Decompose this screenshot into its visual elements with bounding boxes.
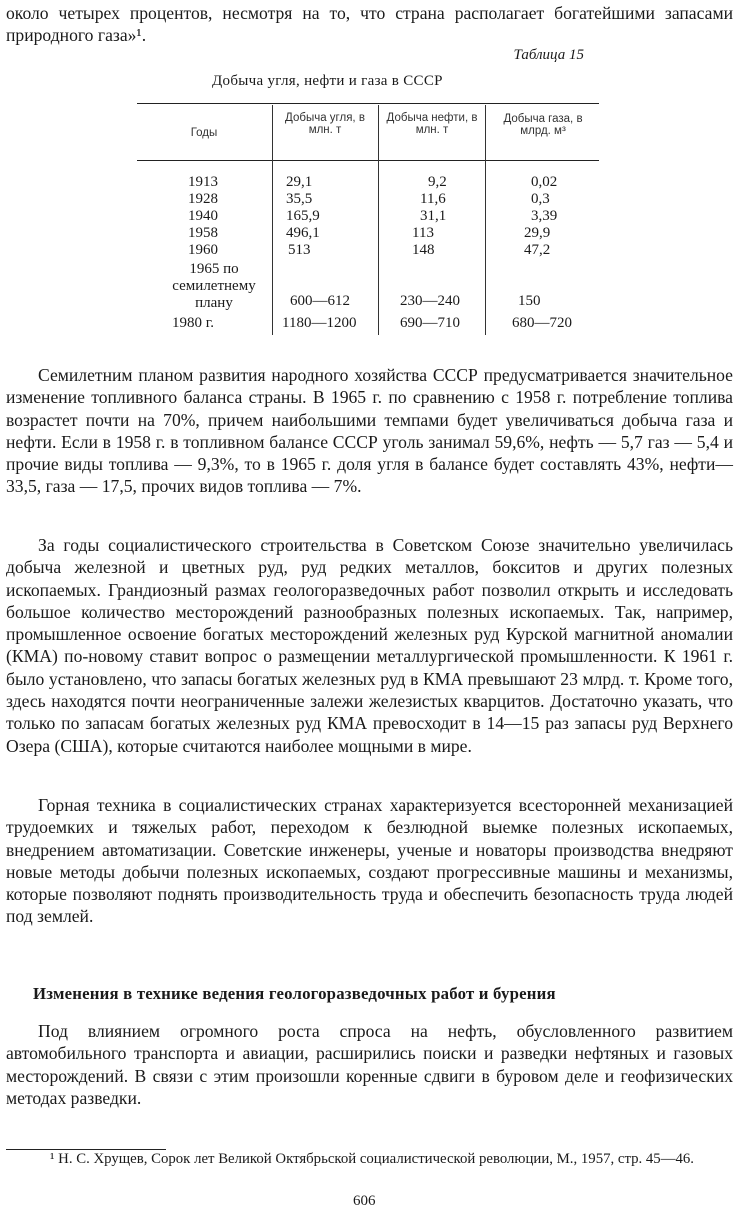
section-heading: Изменения в технике ведения геологоразведочных работ и бурения — [33, 984, 556, 1003]
table-header-coal: Добыча угля, в млн. т — [285, 112, 365, 136]
table-cell-coal: 513 — [288, 242, 311, 258]
table-cell-oil: 31,1 — [420, 208, 447, 224]
table-title: Добыча угля, нефти и газа в СССР — [212, 73, 443, 89]
table-top-rule — [137, 103, 599, 104]
table-cell-oil: 690—710 — [400, 315, 460, 331]
table-cell-gas: 29,9 — [524, 225, 551, 241]
table-cell-coal: 29,1 — [286, 174, 313, 190]
table-header-rule — [137, 160, 599, 161]
table-cell-oil: 230—240 — [400, 293, 460, 309]
table-cell-year: 1928 — [188, 191, 218, 207]
table-cell-coal: 496,1 — [286, 225, 320, 241]
table-header-years: Годы — [190, 127, 218, 139]
table-divider — [378, 105, 379, 335]
table-cell-year: 1940 — [188, 208, 218, 224]
table-cell-oil: 148 — [412, 242, 435, 258]
table-cell-oil: 9,2 — [428, 174, 447, 190]
table-cell-gas: 0,02 — [531, 174, 558, 190]
table-header-oil: Добыча нефти, в млн. т — [386, 112, 478, 136]
table-cell-coal: 35,5 — [286, 191, 313, 207]
body-paragraph: Семилетним планом развития народного хозяйства СССР предусматривается значительное изменение топливного баланса страны. В 1965 г. по сравнению с 1958 г. потребление топлива возрастет почти на 70%, причем наибольшими темпами будет увеличиваться добыча газа и нефти. Если в 1958 г. в топливном балансе СССР уголь занимал 59,6%, нефть — 5,7 газ — 5,4 и прочие виды топлива — 9,3%, то в 1965 г. доля угля в балансе будет составлять 43%, нефти—33,5, газа — 17,5, прочих видов топлива — 7%. — [6, 365, 733, 497]
table-cell-year: 1965 по семилетнему плану — [172, 261, 256, 311]
table-divider — [272, 105, 273, 335]
table-cell-year: 1960 — [188, 242, 218, 258]
table-cell-gas: 0,3 — [531, 191, 550, 207]
table-label: Таблица 15 — [513, 47, 584, 63]
table-cell-coal: 1180—1200 — [282, 315, 357, 331]
table-cell-gas: 680—720 — [512, 315, 572, 331]
table-cell-coal: 600—612 — [290, 293, 350, 309]
table-cell-oil: 11,6 — [420, 191, 446, 207]
table-cell-gas: 3,39 — [531, 208, 558, 224]
table-cell-coal: 165,9 — [286, 208, 320, 224]
table-cell-oil: 113 — [412, 225, 434, 241]
table-cell-gas: 150 — [518, 293, 541, 309]
table-header-gas: Добыча газа, в млрд. м³ — [503, 113, 583, 137]
table-cell-gas: 47,2 — [524, 242, 551, 258]
page-number: 606 — [353, 1193, 376, 1209]
top-paragraph: около четырех процентов, несмотря на то, что страна располагает богатейшими запасами природного газа»¹. — [6, 3, 733, 46]
table-cell-year: 1980 г. — [172, 315, 214, 331]
body-paragraph: За годы социалистического строительства в Советском Союзе значительно увеличилась добыча железной и цветных руд, руд редких металлов, бокситов и других полезных ископаемых. Грандиозный размах геологоразведочных работ позволил открыть и исследовать большое количество месторождений разнообразных полезных ископаемых. Так, например, промышленное освоение богатых месторождений железных руд Курской магнитной аномалии (КМА) по-новому ставит вопрос о размещении металлургической промышленности. К 1961 г. было установлено, что запасы богатых железных руд в КМА превышают 23 млрд. т. Кроме того, здесь находятся почти неограниченные залежи железистых кварцитов. Достаточно указать, что только по запасам богатых железных руд КМА превосходит в 14—15 раз запасы руд Верхнего Озера (США), которые считаются наиболее мощными в мире. — [6, 535, 733, 756]
table-cell-year: 1913 — [188, 174, 218, 190]
section-paragraph: Под влиянием огромного роста спроса на нефть, обусловленного развитием автомобильного транспорта и авиации, расширились поиски и разведки нефтяных и газовых месторождений. В связи с этим произошли коренные сдвиги в буровом деле и геофизических методах разведки. — [6, 1021, 733, 1108]
table-cell-year: 1958 — [188, 225, 218, 241]
table-divider — [485, 105, 486, 335]
footnote: ¹ Н. С. Хрущев, Сорок лет Великой Октябрьской социалистической революции, М., 1957, стр. 45—46. — [50, 1151, 694, 1167]
body-paragraph: Горная техника в социалистических странах характеризуется всесторонней механизацией трудоемких и тяжелых работ, переходом к безлюдной выемке полезных ископаемых, внедрением автоматизации. Советские инженеры, ученые и новаторы производства внедряют новые методы добычи полезных ископаемых, создают прогрессивные машины и механизмы, которые позволяют поднять производительность труда и обеспечить безопасность труда людей под землей. — [6, 795, 733, 927]
